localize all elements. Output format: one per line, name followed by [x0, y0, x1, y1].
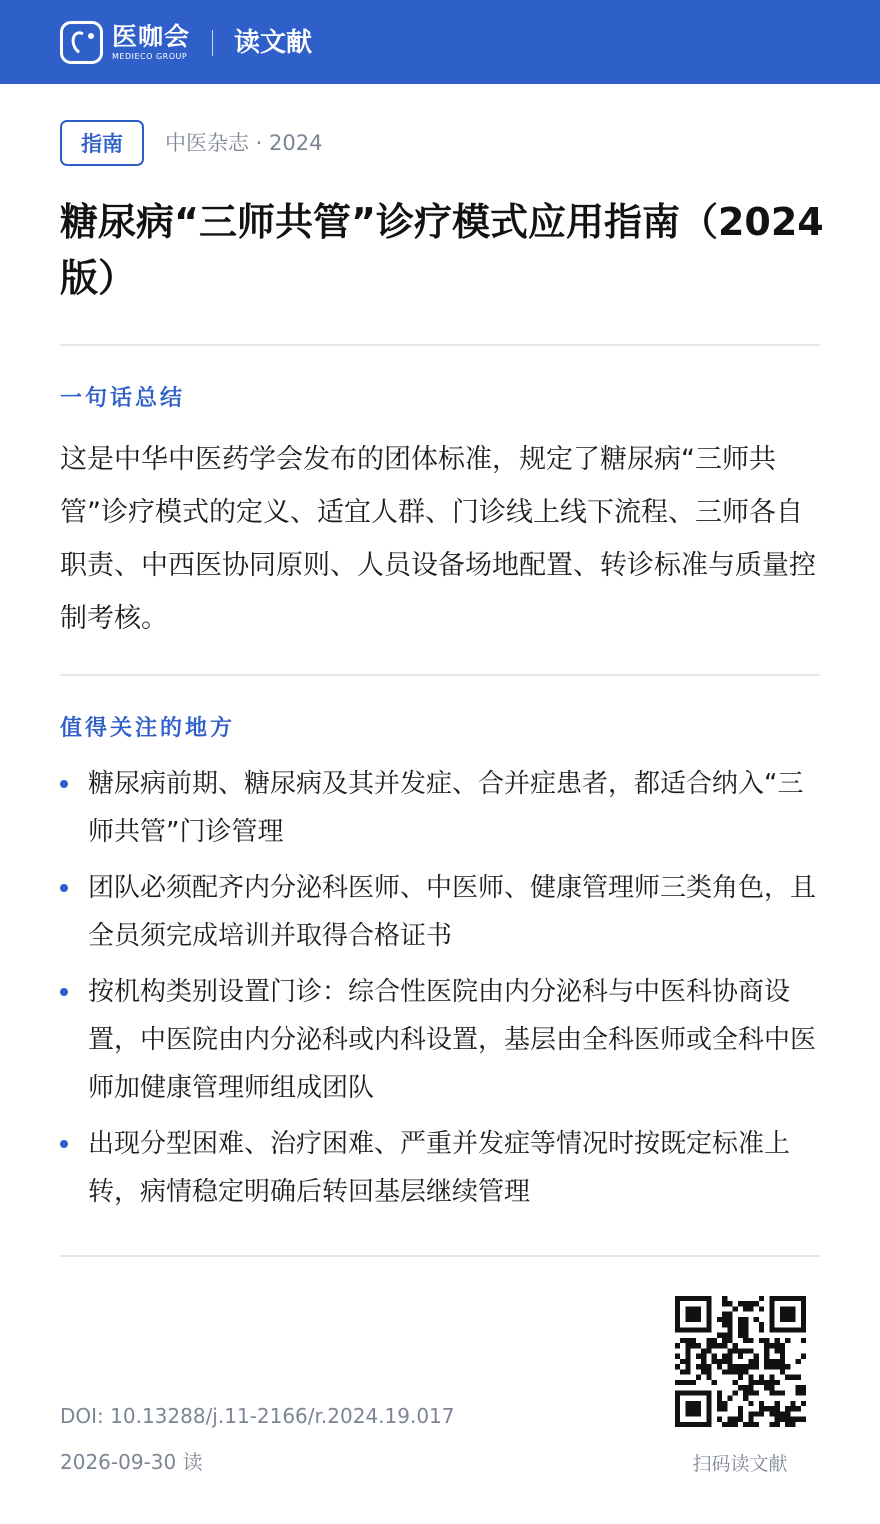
- logo-icon: [60, 21, 103, 64]
- doi-text: DOI: 10.13288/j.11-2166/r.2024.19.017: [60, 1404, 455, 1428]
- divider: [60, 674, 820, 676]
- list-item: [60, 864, 820, 960]
- list-item-text: 出现分型困难、治疗困难、严重并发症等情况时按既定标准上转，病情稳定明确后转回基层继续管理: [88, 1129, 791, 1207]
- bullet-icon: [60, 884, 68, 892]
- read-date: 2026-09-30 读: [60, 1450, 203, 1474]
- highlights-heading: 值得关注的地方: [60, 716, 236, 741]
- logo-name: 医咖会: [112, 22, 191, 51]
- list-item: [60, 760, 820, 856]
- list-item: [60, 968, 820, 1112]
- bullet-icon: [60, 988, 68, 996]
- highlights-list: [60, 760, 820, 1224]
- bullet-icon: [60, 1140, 68, 1148]
- divider: [60, 1255, 820, 1257]
- list-item-text: 糖尿病前期、糖尿病及其并发症、合并症患者，都适合纳入“三师共管”门诊管理: [88, 769, 804, 847]
- qr-code-icon[interactable]: [675, 1296, 806, 1427]
- app-header: [0, 0, 880, 84]
- summary-heading: 一句话总结: [60, 386, 186, 411]
- logo-subtitle: MEDIECO GROUP: [112, 52, 188, 61]
- list-item-text: 按机构类别设置门诊：综合性医院由内分泌科与中医科协商设置，中医院由内分泌科或内科设置，基层由全科医师或全科中医师加健康管理师组成团队: [88, 977, 817, 1103]
- article-title: 糖尿病“三师共管”诊疗模式应用指南（2024版）: [60, 200, 824, 300]
- header-divider: [212, 30, 213, 56]
- header-title: 读文献: [234, 28, 313, 58]
- summary-text: 这是中华中医药学会发布的团体标准，规定了糖尿病“三师共管”诊疗模式的定义、适宜人群、门诊线上线下流程、三师各自职责、中西医协同原则、人员设备场地配置、转诊标准与质量控制考核。: [60, 444, 816, 634]
- article-type-badge: 指南: [60, 120, 144, 166]
- qr-caption: 扫码读文献: [692, 1453, 788, 1475]
- list-item: [60, 1120, 820, 1216]
- list-item-text: 团队必须配齐内分泌科医师、中医师、健康管理师三类角色，且全员须完成培训并取得合格证书: [88, 873, 817, 951]
- divider: [60, 344, 820, 346]
- article-source: 中医杂志 · 2024: [165, 131, 323, 155]
- bullet-icon: [60, 780, 68, 788]
